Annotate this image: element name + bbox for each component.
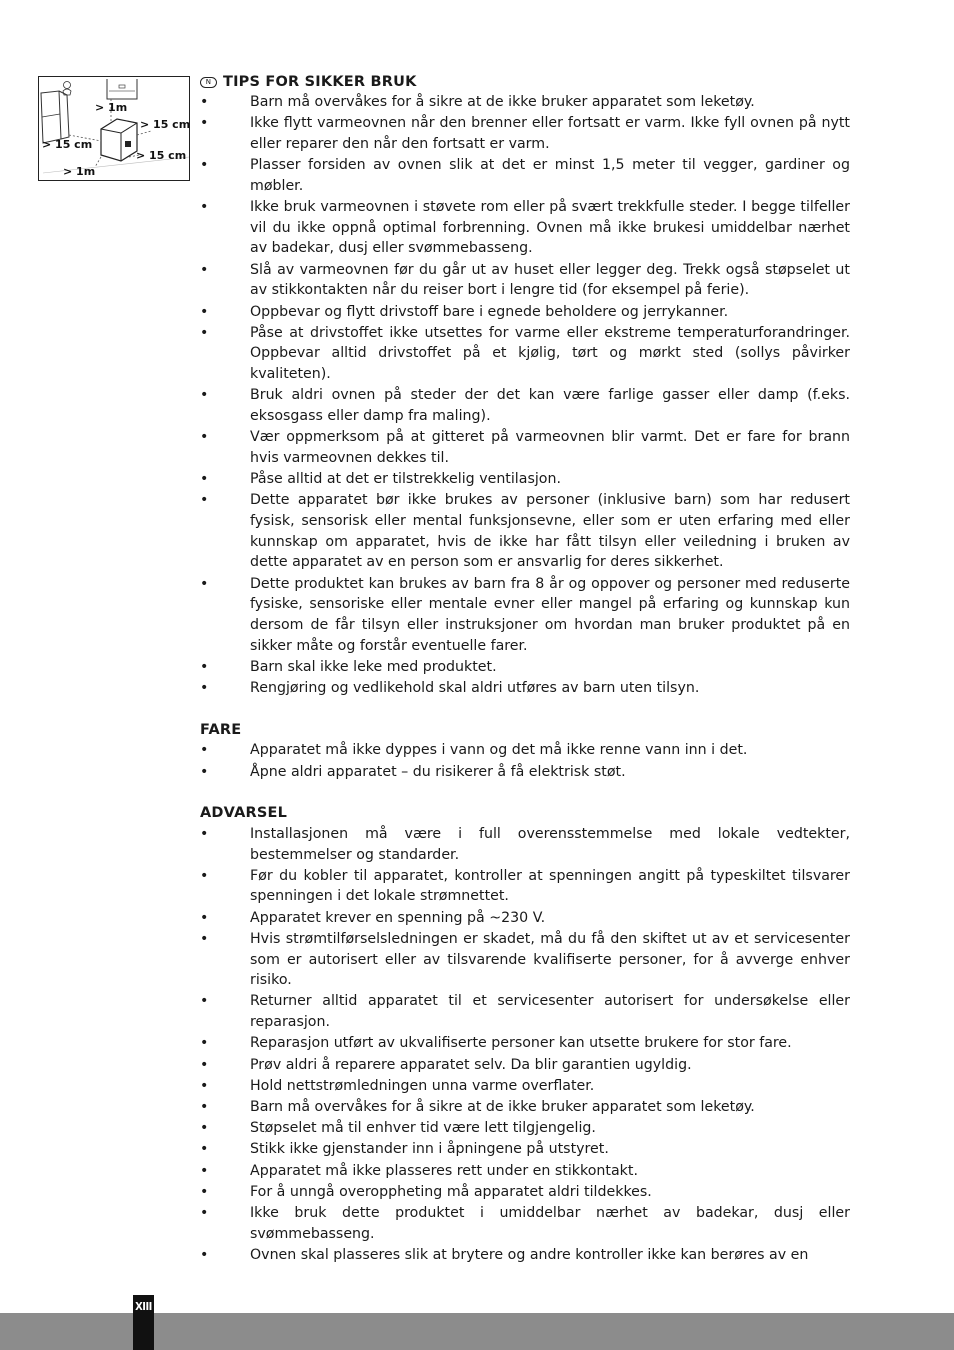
list-item: • Hvis strømtilførselsledningen er skadet, må du få den skiftet ut av et servicesenter som er autorisert eller av tilsvarende kvalifiserte personer, for å avverge enhver risiko. — [200, 929, 850, 991]
list-item: • Apparatet må ikke plasseres rett under en stikkontakt. — [200, 1161, 850, 1182]
list-item: • Bruk aldri ovnen på steder der det kan være farlige gasser eller damp (f.eks. eksosgass eller damp fra maling). — [200, 385, 850, 426]
list-item: • Apparatet krever en spenning på ~230 V. — [200, 908, 850, 929]
list-item: • Vær oppmerksom på at gitteret på varmeovnen blir varmt. Det er fare for brann hvis varmeovnen dekkes til. — [200, 427, 850, 468]
fare-list — [200, 740, 850, 782]
list-item: • Støpselet må til enhver tid være lett tilgjengelig. — [200, 1118, 850, 1139]
list-item: • Installasjonen må være i full overensstemmelse med lokale vedtekter, bestemmelser og standarder. — [200, 824, 850, 865]
list-item: • Ovnen skal plasseres slik at brytere og andre kontroller ikke kan berøres av en — [200, 1245, 850, 1266]
list-item: • Returner alltid apparatet til et servicesenter autorisert for undersøkelse eller reparasjon. — [200, 991, 850, 1032]
list-item: • Barn skal ikke leke med produktet. — [200, 657, 850, 678]
clearance-top-label: > 1m — [95, 101, 128, 114]
clearance-front-label: > 15 cm — [136, 149, 187, 162]
page-number-tab — [133, 1295, 154, 1350]
list-item: • Slå av varmeovnen før du går ut av huset eller legger deg. Trekk også støpselet ut av stikkontakten når du reiser bort i lengre tid (for eksempel på ferie). — [200, 260, 850, 301]
clearance-right-label: > 15 cm — [140, 118, 191, 131]
list-item: • Stikk ikke gjenstander inn i åpningene på utstyret. — [200, 1139, 850, 1160]
list-item: • Apparatet må ikke dyppes i vann og det må ikke renne vann inn i det. — [200, 740, 850, 761]
list-item: • Dette apparatet bør ikke brukes av personer (inklusive barn) som har redusert fysisk, sensorisk eller mental funksjonsevne, eller som er uten erfaring med eller kunnskap om apparatet, hvis de ikke har fått tilsyn eller veiledning i bruken av dette apparatet av en person som er ansvarlig for deres sikkerhet. — [200, 490, 850, 573]
list-item: • Plasser forsiden av ovnen slik at det er minst 1,5 meter til vegger, gardiner og møbler. — [200, 155, 850, 196]
advarsel-list — [200, 824, 850, 1266]
list-item: • Barn må overvåkes for å sikre at de ikke bruker apparatet som leketøy. — [200, 92, 850, 113]
list-item: • Påse alltid at det er tilstrekkelig ventilasjon. — [200, 469, 850, 490]
clearance-bottom-label: > 1m — [63, 165, 96, 178]
list-item: • Oppbevar og flytt drivstoff bare i egnede beholdere og jerrykanner. — [200, 302, 850, 323]
list-item: • Reparasjon utført av ukvalifiserte personer kan utsette brukere for stor fare. — [200, 1033, 850, 1054]
tips-heading — [200, 72, 850, 92]
list-item: • Dette produktet kan brukes av barn fra 8 år og oppover og personer med reduserte fysiske, sensoriske eller mentale evner eller mangel på erfaring og kunnskap kun dersom de får tilsyn eller instruksjoner om hvordan man bruker produktet på en sikker måte og forstår eventuelle farer. — [200, 574, 850, 657]
list-item: • Hold nettstrømledningen unna varme overflater. — [200, 1076, 850, 1097]
list-item: • Barn må overvåkes for å sikre at de ikke bruker apparatet som leketøy. — [200, 1097, 850, 1118]
fare-title: FARE — [200, 722, 242, 739]
list-item: • For å unngå overoppheting må apparatet aldri tildekkes. — [200, 1182, 850, 1203]
list-item: • Rengjøring og vedlikehold skal aldri utføres av barn uten tilsyn. — [200, 678, 850, 699]
list-item: • Prøv aldri å reparere apparatet selv. Da blir garantien ugyldig. — [200, 1055, 850, 1076]
fare-heading — [200, 720, 850, 740]
safety-content — [200, 72, 850, 1266]
list-item: • Ikke bruk dette produktet i umiddelbar nærhet av badekar, dusj eller svømmebasseng. — [200, 1203, 850, 1244]
list-item: • Åpne aldri apparatet – du risikerer å få elektrisk støt. — [200, 762, 850, 783]
advarsel-title: ADVARSEL — [200, 805, 288, 822]
clearance-left-label: > 15 cm — [42, 138, 93, 151]
advarsel-heading — [200, 804, 850, 824]
page-number: XIII — [135, 1300, 152, 1313]
list-item: • Påse at drivstoffet ikke utsettes for varme eller ekstreme temperaturforandringer. Oppbevar alltid drivstoffet på et kjølig, tørt og mørkt sted (sollys påvirker kvaliteten). — [200, 323, 850, 385]
list-item: • Ikke bruk varmeovnen i støvete rom eller på svært trekkfulle steder. I begge tilfeller vil du ikke oppnå optimal forbrenning. Ovnen må ikke brukesi umiddelbar nærhet av badekar, dusj eller svømmebasseng. — [200, 197, 850, 259]
tips-title: TIPS FOR SIKKER BRUK — [223, 73, 417, 90]
list-item: • Før du kobler til apparatet, kontroller at spenningen angitt på typeskiltet tilsvarer spenningen i det lokale strømnettet. — [200, 866, 850, 907]
list-item: • Ikke flytt varmeovnen når den brenner eller fortsatt er varm. Ikke fyll ovnen på nytt eller reparer den når den fortsatt er varm. — [200, 113, 850, 154]
tips-list — [200, 92, 850, 699]
clearance-diagram — [38, 76, 190, 181]
language-n-icon: N — [200, 77, 217, 88]
